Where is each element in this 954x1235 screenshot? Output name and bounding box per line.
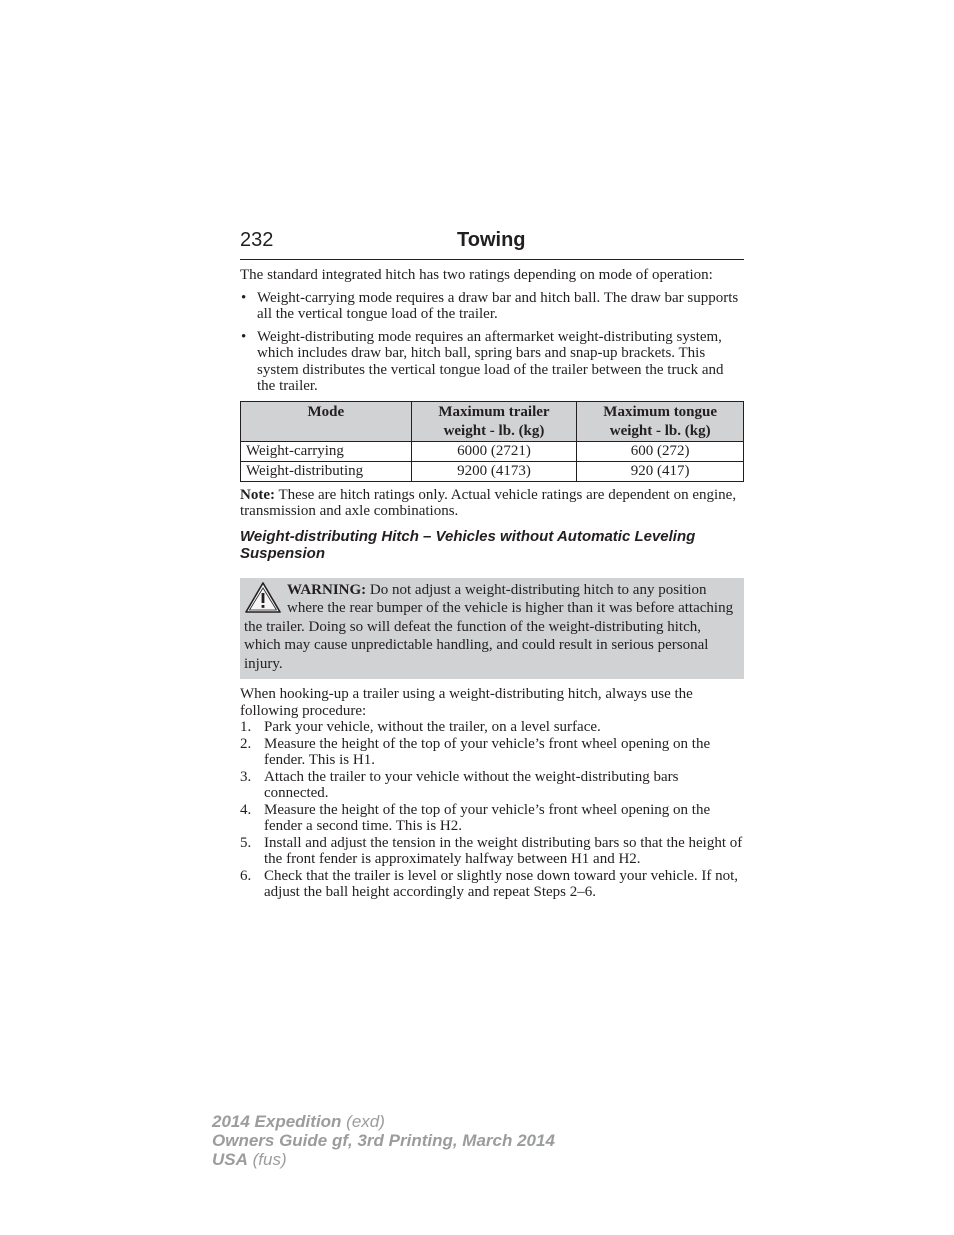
table-header-tongue-weight: Maximum tongue weight - lb. (kg): [577, 401, 744, 441]
footer-market-code: (fus): [247, 1150, 287, 1169]
footer-market-line: [212, 1150, 555, 1169]
note-text: These are hitch ratings only. Actual vehicle ratings are dependent on engine, transmission and axle combinations.: [240, 486, 737, 519]
table-row: [241, 441, 744, 461]
footer-model: 2014 Expedition: [212, 1112, 342, 1131]
step-text: Install and adjust the tension in the weight distributing bars so that the height of the front fender is approximately halfway between H1 and H2.: [264, 834, 743, 868]
list-item: [240, 802, 744, 835]
table-header-row: [241, 401, 744, 441]
footer-guide: Owners Guide gf, 3rd Printing, March 2014: [212, 1131, 555, 1150]
table-header-trailer-weight: Maximum trailer weight - lb. (kg): [411, 401, 577, 441]
bullet-text: Weight-distributing mode requires an aftermarket weight-distributing system, which includes draw bar, hitch ball, spring bars and snap-up brackets. This system distributes the vertical tongue load of the trailer between the truck and the trailer.: [257, 328, 724, 394]
page-number: 232: [240, 229, 274, 251]
bullet-item: [240, 329, 744, 395]
bullet-text: Weight-carrying mode requires a draw bar and hitch ball. The draw bar supports all the vertical tongue load of the trailer.: [257, 289, 739, 322]
step-number: 1.: [240, 719, 252, 736]
page-footer: [212, 1112, 555, 1169]
table-cell: 6000 (2721): [411, 441, 577, 461]
table-row: [241, 461, 744, 481]
intro-paragraph: The standard integrated hitch has two ratings depending on mode of operation:: [240, 267, 713, 283]
note-label: Note:: [240, 486, 275, 503]
table-cell: Weight-carrying: [241, 441, 412, 461]
page-content: [240, 267, 744, 901]
warning-box: [240, 578, 744, 680]
warning-label: WARNING:: [287, 581, 367, 598]
footer-model-line: [212, 1112, 555, 1131]
note-paragraph: [240, 487, 744, 520]
page-header: [240, 229, 744, 260]
step-number: 3.: [240, 768, 252, 785]
page-title: Towing: [457, 229, 526, 251]
list-item: [240, 868, 744, 901]
bullet-icon: •: [241, 328, 247, 345]
warning-text: Do not adjust a weight-distributing hitch to any position where the rear bumper of the vehicle is higher than it was before attaching the trailer. Doing so will defeat the function of the weight-distributing hitch, which may cause unpredictable handling, and could result in serious personal injury.: [244, 581, 734, 672]
table-cell: Weight-distributing: [241, 461, 412, 481]
step-text: Check that the trailer is level or slightly nose down toward your vehicle. If not, adjust the ball height accordingly and repeat Steps 2–6.: [264, 867, 739, 901]
bullet-list: [240, 290, 744, 395]
step-number: 6.: [240, 867, 252, 884]
bullet-item: [240, 290, 744, 323]
table-header-mode: Mode: [241, 401, 412, 441]
step-text: Park your vehicle, without the trailer, on a level surface.: [264, 719, 601, 736]
step-text: Attach the trailer to your vehicle without the weight-distributing bars connected.: [264, 768, 679, 802]
footer-model-code: (exd): [341, 1112, 385, 1131]
table-cell: 9200 (4173): [411, 461, 577, 481]
section-subheading: Weight-distributing Hitch – Vehicles without Automatic Leveling Suspension: [240, 527, 696, 562]
bullet-icon: •: [241, 289, 247, 306]
list-item: [240, 835, 744, 868]
procedure-steps: [240, 719, 744, 901]
table-cell: 600 (272): [577, 441, 744, 461]
warning-triangle-icon: [244, 581, 282, 615]
footer-market: USA: [212, 1150, 248, 1169]
step-text: Measure the height of the top of your vehicle’s front wheel opening on the fender. This is H1.: [264, 735, 711, 769]
list-item: [240, 736, 744, 769]
step-text: Measure the height of the top of your vehicle’s front wheel opening on the fender a second time. This is H2.: [264, 801, 711, 835]
list-item: [240, 769, 744, 802]
ratings-table: [240, 401, 744, 482]
step-number: 4.: [240, 801, 252, 818]
table-cell: 920 (417): [577, 461, 744, 481]
step-number: 2.: [240, 735, 252, 752]
footer-guide-line: [212, 1131, 555, 1150]
procedure-intro: When hooking-up a trailer using a weight-distributing hitch, always use the following procedure:: [240, 686, 693, 719]
list-item: [240, 719, 744, 736]
step-number: 5.: [240, 834, 252, 851]
